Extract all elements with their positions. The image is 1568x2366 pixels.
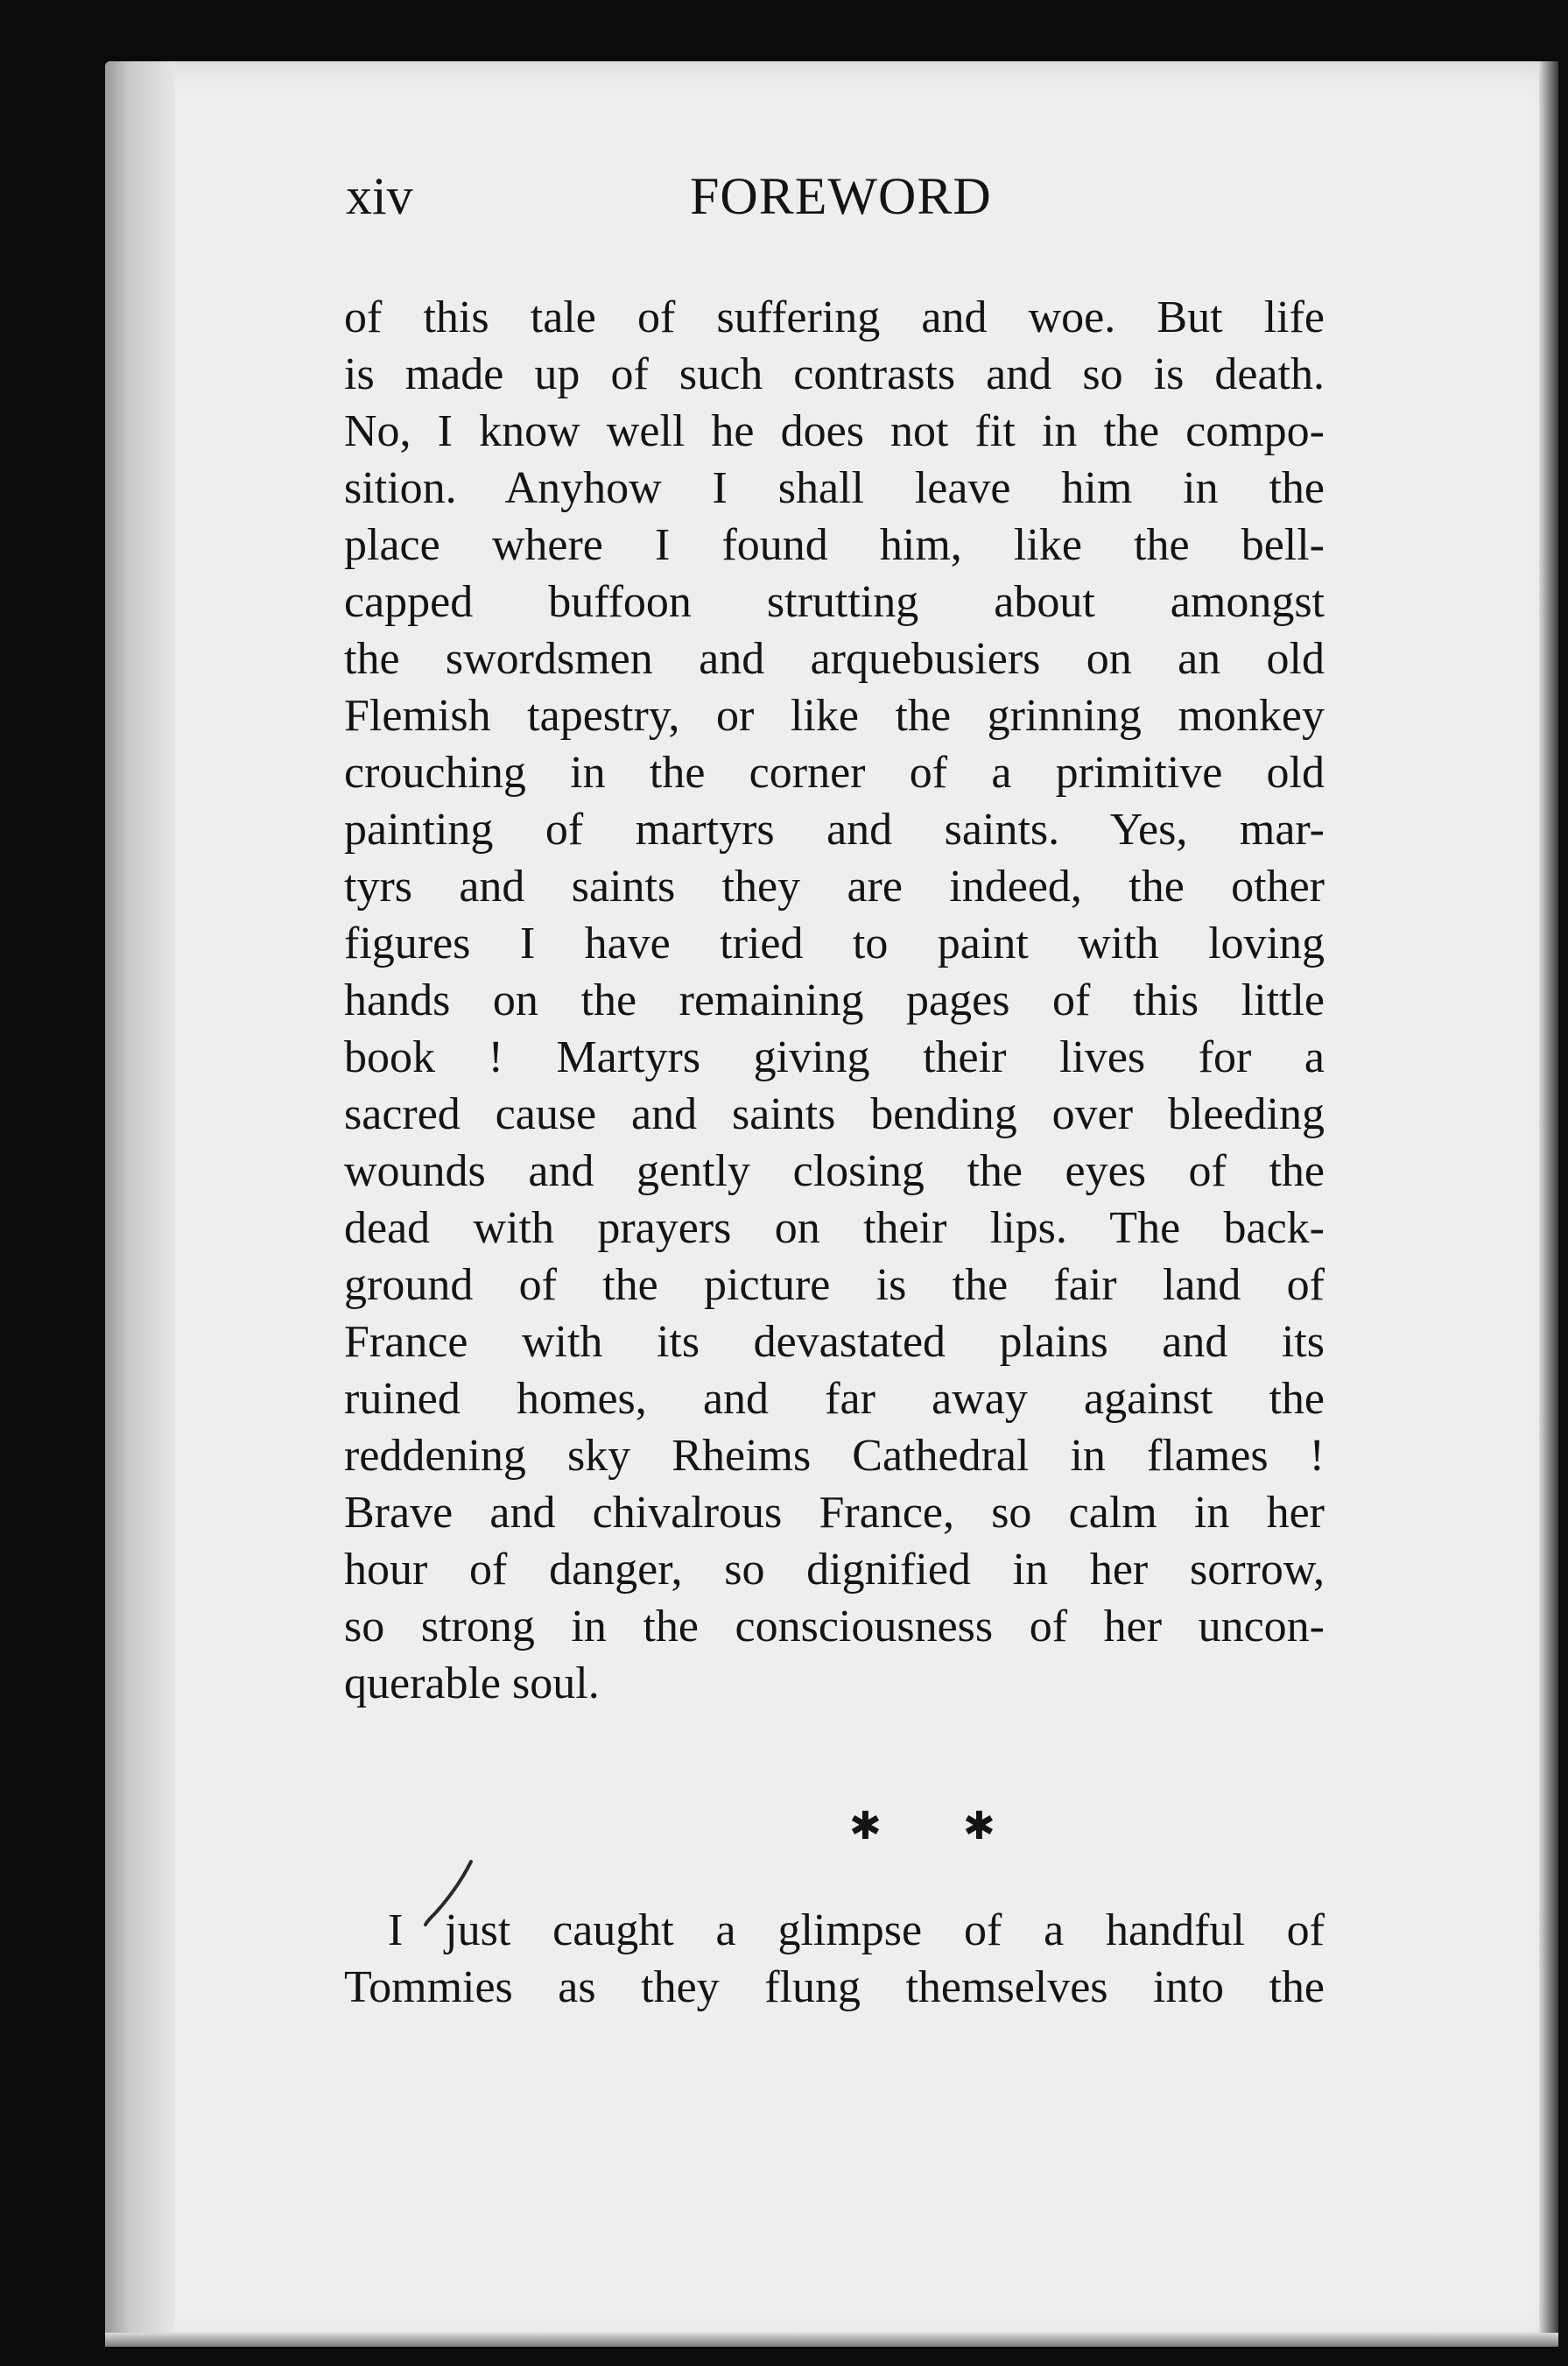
body-paragraph-2 <box>344 1902 1325 2016</box>
text-line: figures I have tried to paint with loving <box>344 919 1325 968</box>
text-line: France with its devastated plains and its <box>344 1317 1325 1367</box>
text-line: capped buffoon strutting about amongst <box>344 577 1325 627</box>
asterisk-icon: ✱ <box>963 1804 995 1848</box>
text-line: the swordsmen and arquebusiers on an old <box>344 634 1325 684</box>
text-line: I just caught a glimpse of a handful of <box>388 1905 1325 1955</box>
text-line: wounds and gently closing the eyes of the <box>344 1146 1325 1196</box>
text-line-last: querable soul. <box>344 1658 600 1708</box>
text-line: tyrs and saints they are indeed, the other <box>344 862 1325 912</box>
text-line: so strong in the consciousness of her uncon- <box>344 1602 1325 1651</box>
page-right-edge <box>1539 61 1558 2347</box>
text-line: Tommies as they flung themselves into the <box>344 1962 1325 2012</box>
text-line: sition. Anyhow I shall leave him in the <box>344 463 1325 513</box>
text-line: painting of martyrs and saints. Yes, mar- <box>344 805 1325 855</box>
text-line: is made up of such contrasts and so is death. <box>344 349 1325 399</box>
text-line: crouching in the corner of a primitive old <box>344 748 1325 798</box>
text-line: ground of the picture is the fair land of <box>344 1260 1325 1310</box>
section-separator <box>805 1795 1068 1856</box>
page-bottom-edge <box>105 2333 1558 2347</box>
text-line: place where I found him, like the bell- <box>344 520 1325 570</box>
text-line: of this tale of suffering and woe. But life <box>344 292 1325 342</box>
text-line: No, I know well he does not fit in the compo- <box>344 406 1325 456</box>
running-head <box>346 166 1388 245</box>
text-line: reddening sky Rheims Cathedral in flames ! <box>344 1431 1325 1481</box>
text-line: hands on the remaining pages of this little <box>344 975 1325 1025</box>
text-line: book ! Martyrs giving their lives for a <box>344 1032 1325 1082</box>
page-spine-edge <box>105 61 175 2347</box>
text-line: dead with prayers on their lips. The back- <box>344 1203 1325 1253</box>
page-header-title: FOREWORD <box>690 167 992 225</box>
body-paragraph-1 <box>344 289 1325 1712</box>
text-line: Flemish tapestry, or like the grinning monkey <box>344 691 1325 741</box>
asterisk-icon: ✱ <box>849 1804 882 1848</box>
text-line: Brave and chivalrous France, so calm in her <box>344 1488 1325 1538</box>
text-line: sacred cause and saints bending over bleeding <box>344 1089 1325 1139</box>
text-line: hour of danger, so dignified in her sorrow, <box>344 1545 1325 1595</box>
text-line: ruined homes, and far away against the <box>344 1374 1325 1424</box>
page-number: xiv <box>346 167 413 225</box>
